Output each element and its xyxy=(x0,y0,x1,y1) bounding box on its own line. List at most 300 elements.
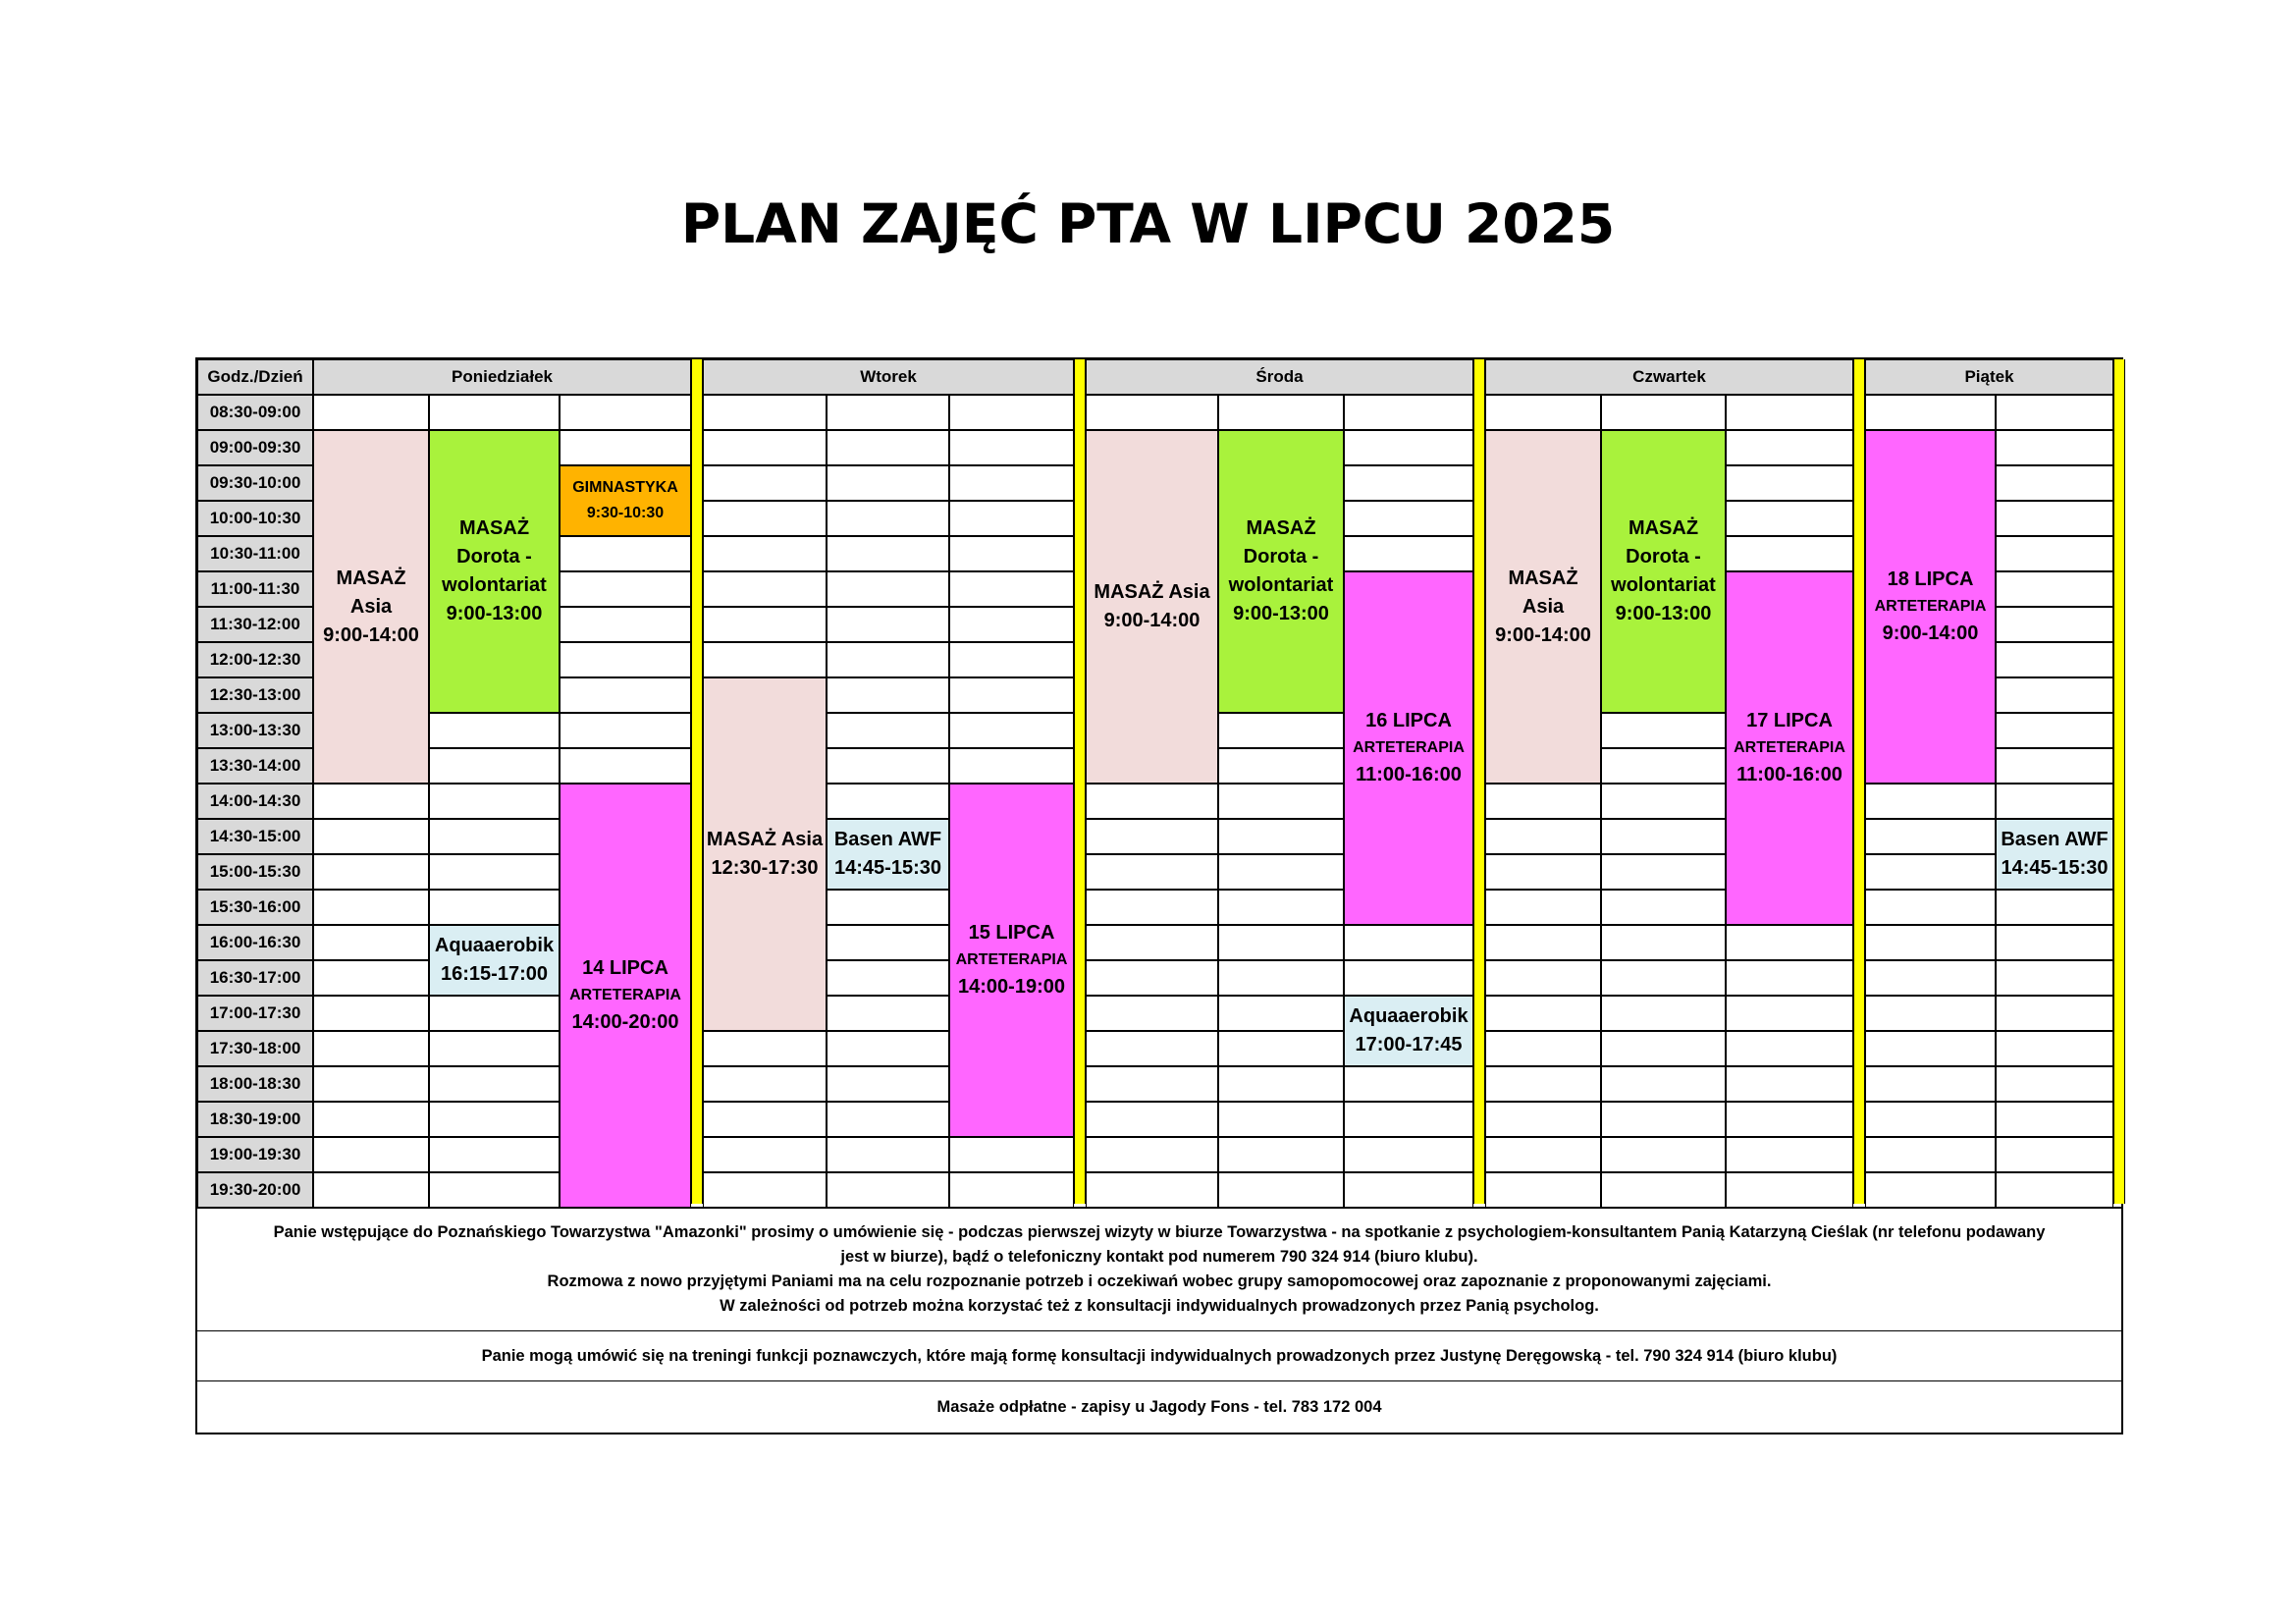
note-line: Panie mogą umówić się na treningi funkcji poznawczych, które mają formę konsultacji indywidualnych prowadzonych przez Justynę Deręgowską - tel. 790 324 914 (biuro klubu) xyxy=(481,1346,1838,1365)
table-cell xyxy=(1996,430,2113,465)
table-cell xyxy=(1726,960,1853,996)
time-slot xyxy=(197,784,313,819)
table-cell xyxy=(1996,536,2113,571)
event-block xyxy=(429,430,560,713)
table-cell xyxy=(313,1137,429,1172)
table-cell xyxy=(1218,784,1344,819)
day-name: Piątek xyxy=(1964,367,2014,386)
time-slot xyxy=(197,1031,313,1066)
table-cell xyxy=(1601,1031,1726,1066)
note-line: Panie wstępujące do Poznańskiego Towarzystwa "Amazonki" prosimy o umówienie się - podczas pierwszej wizyty w biurze Towarzystwa - na spotkanie z psychologiem-konsultantem Panią Katarzyną Cieślak (nr telefonu podawany xyxy=(273,1223,2046,1241)
event-block xyxy=(1865,430,1996,784)
table-cell xyxy=(1996,607,2113,642)
table-cell xyxy=(1218,748,1344,784)
time-label: 09:00-09:30 xyxy=(209,438,301,457)
table-cell xyxy=(1601,713,1726,748)
table-cell xyxy=(949,1137,1074,1172)
table-cell xyxy=(1086,819,1218,854)
table-cell xyxy=(1996,1102,2113,1137)
table-cell xyxy=(1344,1066,1473,1102)
event-time: 9:00-14:00 xyxy=(1495,623,1591,646)
table-cell xyxy=(1865,395,1996,430)
table-cell xyxy=(1865,784,1996,819)
table-cell xyxy=(827,1066,949,1102)
time-slot xyxy=(197,501,313,536)
table-cell xyxy=(1485,395,1601,430)
table-cell xyxy=(1601,996,1726,1031)
time-slot xyxy=(197,571,313,607)
time-label: 13:30-14:00 xyxy=(209,756,301,775)
note-line: W zależności od potrzeb można korzystać też z konsultacji indywidualnych prowadzonych przez Panią psycholog. xyxy=(720,1297,1599,1315)
table-cell xyxy=(1485,819,1601,854)
event-name: Basen AWF xyxy=(2001,829,2109,850)
table-cell xyxy=(1218,819,1344,854)
table-cell xyxy=(429,1102,560,1137)
event-block xyxy=(1726,571,1853,925)
table-cell xyxy=(949,607,1074,642)
table-cell xyxy=(1086,1066,1218,1102)
table-cell xyxy=(1086,784,1218,819)
event-block xyxy=(1218,430,1344,713)
table-cell xyxy=(827,1031,949,1066)
event-name: MASAŻ Asia xyxy=(706,829,824,850)
event-name: 16 LIPCA xyxy=(1365,710,1452,731)
table-cell xyxy=(1865,925,1996,960)
table-cell xyxy=(1485,960,1601,996)
table-cell xyxy=(1344,960,1473,996)
event-name: MASAŻ Asia xyxy=(336,567,406,618)
table-cell xyxy=(1086,1031,1218,1066)
table-cell xyxy=(313,854,429,890)
event-name: Aquaaerobik xyxy=(1349,1005,1468,1027)
event-time: 9:00-13:00 xyxy=(446,603,543,624)
event-name: 18 LIPCA xyxy=(1887,568,1974,590)
table-cell xyxy=(429,854,560,890)
table-cell xyxy=(1726,1102,1853,1137)
table-cell xyxy=(1996,395,2113,430)
table-cell xyxy=(949,642,1074,677)
table-cell xyxy=(1996,1031,2113,1066)
time-slot xyxy=(197,748,313,784)
event-subtitle: ARTETERAPIA xyxy=(1874,598,1987,615)
time-slot xyxy=(197,395,313,430)
table-cell xyxy=(1996,960,2113,996)
time-slot xyxy=(197,996,313,1031)
table-cell xyxy=(313,1102,429,1137)
event-block xyxy=(1344,996,1473,1066)
event-time: 11:00-16:00 xyxy=(1356,764,1462,785)
table-cell xyxy=(1485,1066,1601,1102)
info-note xyxy=(197,1330,2121,1380)
event-block xyxy=(1996,819,2113,890)
table-cell xyxy=(1601,854,1726,890)
table-cell xyxy=(1865,890,1996,925)
table-cell xyxy=(1485,854,1601,890)
table-cell xyxy=(1996,784,2113,819)
event-time: 11:00-16:00 xyxy=(1736,764,1842,785)
event-block xyxy=(703,677,827,1031)
table-cell xyxy=(1485,1031,1601,1066)
table-cell xyxy=(1086,854,1218,890)
event-subtitle: ARTETERAPIA xyxy=(569,987,681,1003)
time-slot xyxy=(197,1172,313,1208)
table-cell xyxy=(429,784,560,819)
table-cell xyxy=(1485,784,1601,819)
day-separator xyxy=(1853,359,1865,1204)
table-cell xyxy=(429,1066,560,1102)
table-cell xyxy=(1726,925,1853,960)
day-name: Środa xyxy=(1255,367,1304,386)
table-cell xyxy=(1865,1066,1996,1102)
table-cell xyxy=(827,677,949,713)
event-time: 12:30-17:30 xyxy=(711,857,819,879)
day-name: Czwartek xyxy=(1632,367,1706,386)
table-cell xyxy=(560,642,691,677)
table-cell xyxy=(949,465,1074,501)
table-cell xyxy=(1726,465,1853,501)
event-block xyxy=(827,819,949,890)
table-cell xyxy=(1601,395,1726,430)
event-block xyxy=(560,465,691,536)
note-line: Rozmowa z nowo przyjętymi Paniami ma na celu rozpoznanie potrzeb i oczekiwań wobec grupy samopomocowej oraz zapoznanie z proponowanymi zajęciami. xyxy=(547,1272,1772,1290)
table-cell xyxy=(827,1102,949,1137)
event-time: 14:45-15:30 xyxy=(834,857,941,879)
table-cell xyxy=(560,395,691,430)
day-header xyxy=(1865,359,2113,395)
table-cell xyxy=(1726,395,1853,430)
table-cell xyxy=(827,536,949,571)
event-name: 15 LIPCA xyxy=(968,922,1055,944)
day-name: Wtorek xyxy=(860,367,917,386)
table-cell xyxy=(429,395,560,430)
table-cell xyxy=(1086,395,1218,430)
event-block xyxy=(1485,430,1601,784)
table-cell xyxy=(1726,1066,1853,1102)
day-header xyxy=(313,359,691,395)
event-name: MASAŻ Asia xyxy=(1094,581,1210,603)
table-cell xyxy=(1601,1066,1726,1102)
table-cell xyxy=(827,501,949,536)
table-cell xyxy=(1086,960,1218,996)
day-separator xyxy=(691,359,703,1204)
table-cell xyxy=(1218,854,1344,890)
event-block xyxy=(1086,430,1218,784)
table-cell xyxy=(1726,1137,1853,1172)
day-header xyxy=(1485,359,1853,395)
table-cell xyxy=(429,819,560,854)
time-label: 19:30-20:00 xyxy=(209,1180,301,1199)
table-cell xyxy=(1996,713,2113,748)
event-name: MASAŻ Dorota - wolontariat xyxy=(1228,517,1334,596)
table-cell xyxy=(1485,925,1601,960)
info-note xyxy=(197,1209,2121,1330)
table-cell xyxy=(1601,960,1726,996)
table-cell xyxy=(1726,536,1853,571)
table-cell xyxy=(1485,996,1601,1031)
time-label: 11:30-12:00 xyxy=(210,615,300,633)
table-cell xyxy=(703,571,827,607)
table-cell xyxy=(1996,1066,2113,1102)
table-cell xyxy=(827,395,949,430)
info-note xyxy=(197,1380,2121,1433)
time-label: 10:00-10:30 xyxy=(209,509,301,527)
table-cell xyxy=(703,1137,827,1172)
time-label: 17:30-18:00 xyxy=(209,1039,301,1057)
table-cell xyxy=(827,784,949,819)
table-cell xyxy=(1601,1172,1726,1208)
table-cell xyxy=(560,607,691,642)
event-name: MASAŻ Dorota - wolontariat xyxy=(1611,517,1716,596)
table-cell xyxy=(703,501,827,536)
table-cell xyxy=(1086,1137,1218,1172)
table-cell xyxy=(1865,1172,1996,1208)
table-cell xyxy=(703,1066,827,1102)
time-slot xyxy=(197,854,313,890)
table-cell xyxy=(1086,890,1218,925)
table-cell xyxy=(1218,890,1344,925)
day-separator xyxy=(1473,359,1485,1204)
table-cell xyxy=(429,748,560,784)
event-name: GIMNASTYKA xyxy=(572,479,678,496)
table-cell xyxy=(1601,784,1726,819)
table-cell xyxy=(949,748,1074,784)
table-cell xyxy=(1218,1102,1344,1137)
table-cell xyxy=(313,1031,429,1066)
table-cell xyxy=(313,996,429,1031)
table-cell xyxy=(827,890,949,925)
time-label: 12:30-13:00 xyxy=(209,685,301,704)
table-cell xyxy=(1344,501,1473,536)
table-cell xyxy=(949,430,1074,465)
event-name: Aquaaerobik xyxy=(434,935,555,956)
table-cell xyxy=(1601,748,1726,784)
event-block xyxy=(560,784,691,1208)
corner-label: Godz./Dzień xyxy=(207,367,303,386)
event-time: 9:00-14:00 xyxy=(1882,622,1979,644)
table-cell xyxy=(1996,890,2113,925)
schedule-table xyxy=(195,357,2123,1209)
time-label: 18:00-18:30 xyxy=(209,1074,301,1093)
table-cell xyxy=(1865,819,1996,854)
table-cell xyxy=(313,925,429,960)
table-cell xyxy=(313,784,429,819)
table-cell xyxy=(313,1066,429,1102)
table-cell xyxy=(1218,1137,1344,1172)
table-cell xyxy=(1996,571,2113,607)
table-cell xyxy=(1344,1172,1473,1208)
table-cell xyxy=(703,1172,827,1208)
table-cell xyxy=(1726,430,1853,465)
table-cell xyxy=(827,607,949,642)
table-cell xyxy=(949,713,1074,748)
table-cell xyxy=(560,748,691,784)
time-slot xyxy=(197,677,313,713)
table-cell xyxy=(1601,925,1726,960)
table-cell xyxy=(1865,1031,1996,1066)
time-slot xyxy=(197,465,313,501)
table-cell xyxy=(1996,1137,2113,1172)
table-cell xyxy=(827,1137,949,1172)
time-label: 19:00-19:30 xyxy=(209,1145,301,1163)
table-cell xyxy=(429,1031,560,1066)
table-cell xyxy=(827,571,949,607)
event-time: 14:00-19:00 xyxy=(958,976,1065,998)
table-cell xyxy=(1218,1031,1344,1066)
table-cell xyxy=(827,642,949,677)
time-label: 18:30-19:00 xyxy=(209,1109,301,1128)
event-subtitle: ARTETERAPIA xyxy=(1734,739,1845,756)
table-cell xyxy=(1996,642,2113,677)
table-cell xyxy=(560,713,691,748)
table-cell xyxy=(429,1172,560,1208)
day-separator xyxy=(2113,359,2125,1204)
time-label: 16:00-16:30 xyxy=(209,933,301,951)
table-cell xyxy=(1726,1031,1853,1066)
table-cell xyxy=(827,430,949,465)
table-cell xyxy=(1344,1102,1473,1137)
table-cell xyxy=(1865,1102,1996,1137)
table-cell xyxy=(1344,395,1473,430)
time-label: 12:00-12:30 xyxy=(209,650,301,669)
table-cell xyxy=(1218,1066,1344,1102)
time-label: 13:00-13:30 xyxy=(209,721,301,739)
event-name: MASAŻ Dorota - wolontariat xyxy=(442,517,547,596)
table-cell xyxy=(1601,819,1726,854)
event-block xyxy=(1601,430,1726,713)
event-time: 9:00-13:00 xyxy=(1615,603,1712,624)
table-cell xyxy=(827,465,949,501)
table-cell xyxy=(429,1137,560,1172)
time-slot xyxy=(197,1102,313,1137)
table-cell xyxy=(1485,1172,1601,1208)
table-cell xyxy=(949,536,1074,571)
event-name: Basen AWF xyxy=(833,829,942,850)
time-label: 14:30-15:00 xyxy=(209,827,301,845)
table-cell xyxy=(1344,536,1473,571)
table-cell xyxy=(1485,1137,1601,1172)
table-cell xyxy=(1485,890,1601,925)
table-cell xyxy=(560,536,691,571)
table-cell xyxy=(1344,465,1473,501)
table-cell xyxy=(703,642,827,677)
time-slot xyxy=(197,642,313,677)
time-label: 15:30-16:00 xyxy=(209,897,301,916)
table-cell xyxy=(1086,1172,1218,1208)
table-cell xyxy=(560,571,691,607)
table-cell xyxy=(1344,1137,1473,1172)
table-cell xyxy=(1996,465,2113,501)
table-cell xyxy=(949,395,1074,430)
table-cell xyxy=(1865,960,1996,996)
time-label: 10:30-11:00 xyxy=(210,544,300,563)
day-separator xyxy=(1074,359,1086,1204)
time-slot xyxy=(197,536,313,571)
table-cell xyxy=(703,465,827,501)
table-cell xyxy=(1996,677,2113,713)
table-cell xyxy=(827,925,949,960)
table-cell xyxy=(1485,1102,1601,1137)
table-cell xyxy=(1726,996,1853,1031)
table-cell xyxy=(1996,501,2113,536)
table-cell xyxy=(1726,501,1853,536)
table-cell xyxy=(1996,996,2113,1031)
event-name: MASAŻ Asia xyxy=(1508,567,1578,618)
table-cell xyxy=(1344,925,1473,960)
table-cell xyxy=(827,1172,949,1208)
event-block xyxy=(313,430,429,784)
table-cell xyxy=(703,395,827,430)
table-cell xyxy=(1601,1137,1726,1172)
time-slot xyxy=(197,819,313,854)
table-cell xyxy=(703,1102,827,1137)
event-time: 9:00-13:00 xyxy=(1233,603,1329,624)
event-time: 9:00-14:00 xyxy=(323,623,419,646)
table-cell xyxy=(1218,1172,1344,1208)
event-name: 17 LIPCA xyxy=(1746,710,1833,731)
time-label: 09:30-10:00 xyxy=(209,473,301,492)
table-cell xyxy=(560,430,691,465)
table-cell xyxy=(703,430,827,465)
table-cell xyxy=(1865,854,1996,890)
time-slot xyxy=(197,713,313,748)
table-cell xyxy=(1218,960,1344,996)
time-slot xyxy=(197,1066,313,1102)
table-cell xyxy=(429,713,560,748)
event-time: 9:00-14:00 xyxy=(1103,610,1201,631)
table-cell xyxy=(313,960,429,996)
table-cell xyxy=(703,607,827,642)
time-label: 08:30-09:00 xyxy=(209,403,301,421)
table-cell xyxy=(1865,1137,1996,1172)
table-cell xyxy=(1086,925,1218,960)
table-cell xyxy=(1601,890,1726,925)
event-time: 9:30-10:30 xyxy=(586,505,665,521)
event-block xyxy=(429,925,560,996)
table-cell xyxy=(313,890,429,925)
table-cell xyxy=(949,501,1074,536)
time-label: 17:00-17:30 xyxy=(209,1003,301,1022)
event-time: 14:45-15:30 xyxy=(2001,857,2109,879)
table-cell xyxy=(313,819,429,854)
time-label: 11:00-11:30 xyxy=(210,579,300,598)
table-cell xyxy=(1865,996,1996,1031)
note-line: jest w biurze), bądź o telefoniczny kontakt pod numerem 790 324 914 (biuro klubu). xyxy=(840,1248,1478,1266)
table-cell xyxy=(1726,1172,1853,1208)
event-name: 14 LIPCA xyxy=(582,957,668,979)
table-cell xyxy=(429,890,560,925)
table-cell xyxy=(703,536,827,571)
table-cell xyxy=(827,996,949,1031)
time-slot xyxy=(197,430,313,465)
table-cell xyxy=(1996,748,2113,784)
table-cell xyxy=(1601,1102,1726,1137)
event-block xyxy=(949,784,1074,1137)
time-label: 16:30-17:00 xyxy=(209,968,301,987)
day-header xyxy=(1086,359,1473,395)
table-cell xyxy=(827,748,949,784)
event-time: 14:00-20:00 xyxy=(571,1011,679,1033)
table-cell xyxy=(949,1172,1074,1208)
time-slot xyxy=(197,607,313,642)
time-slot xyxy=(197,890,313,925)
table-cell xyxy=(703,1031,827,1066)
time-slot xyxy=(197,960,313,996)
notes-section xyxy=(195,1209,2123,1434)
time-label: 15:00-15:30 xyxy=(209,862,301,881)
time-slot xyxy=(197,1137,313,1172)
table-cell xyxy=(827,713,949,748)
table-cell xyxy=(313,395,429,430)
